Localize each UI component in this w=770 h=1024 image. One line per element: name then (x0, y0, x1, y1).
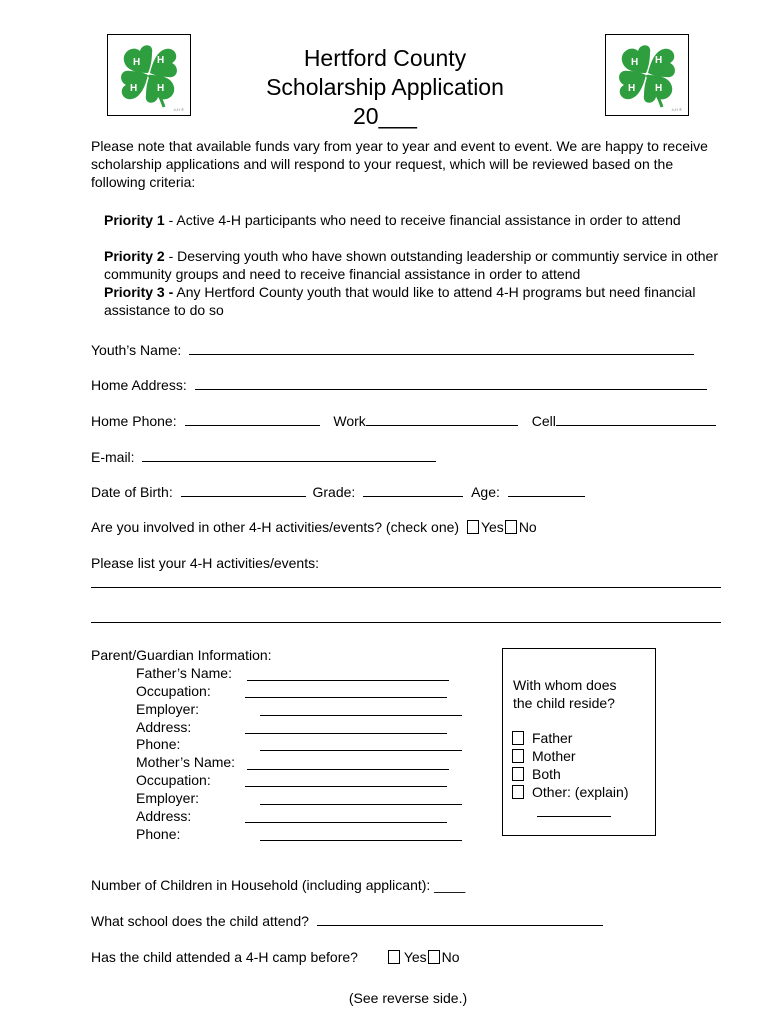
mother-occupation-field[interactable] (245, 786, 447, 787)
email-field[interactable] (142, 447, 436, 462)
school-row (91, 911, 603, 930)
mother-name-label: Mother’s Name: (136, 754, 236, 770)
reside-option-mother (512, 747, 576, 765)
age-label: Age: (471, 484, 500, 500)
mother-address-label: Address: (136, 808, 192, 824)
children-count-question: Number of Children in Household (including applicant): ____ (91, 877, 466, 893)
mother-address-field[interactable] (245, 822, 447, 823)
reside-question-line-2: the child reside? (513, 695, 615, 711)
priority-3-label: Priority 3 - (104, 284, 174, 300)
home-phone-field[interactable] (185, 411, 320, 426)
school-question: What school does the child attend? (91, 913, 309, 929)
reside-other-label: Other: (explain) (532, 784, 629, 800)
title-line-1: Hertford County (303, 45, 467, 71)
involved-row (91, 518, 537, 536)
grade-label: Grade: (312, 484, 356, 500)
dob-row (91, 482, 585, 501)
father-phone-field[interactable] (260, 750, 462, 751)
reside-explain-field[interactable] (537, 816, 611, 817)
phone-row (91, 411, 716, 430)
priority-1 (104, 211, 714, 229)
title-line-2: Scholarship Application (266, 74, 504, 100)
reside-mother-checkbox[interactable] (512, 749, 524, 763)
cell-label: Cell (531, 413, 556, 429)
father-name-field[interactable] (247, 680, 449, 681)
reside-option-both (512, 765, 561, 783)
see-reverse-note: (See reverse side.) (348, 990, 468, 1006)
mother-name-field[interactable] (247, 769, 449, 770)
title-line-3: 20___ (353, 103, 417, 129)
dob-field[interactable] (181, 482, 306, 497)
priority-1-label: Priority 1 (104, 212, 165, 228)
svg-text:H: H (157, 83, 165, 94)
involved-no-label: No (518, 519, 537, 535)
father-name-label: Father’s Name: (136, 665, 232, 681)
intro-paragraph: Please note that available funds vary from year to year and event to event. We are happy to receive scholarship applications and will respond to your request, which will be reviewed based on the following criteria: (91, 138, 708, 190)
svg-text:H: H (631, 57, 639, 68)
svg-text:H: H (655, 83, 663, 94)
home-phone-label: Home Phone: (91, 413, 177, 429)
home-address-label: Home Address: (91, 377, 187, 393)
priority-3 (104, 283, 704, 319)
camp-row (91, 948, 460, 966)
svg-text:H: H (157, 55, 165, 66)
logo-mark: 4-H ® (173, 107, 184, 112)
email-row (91, 447, 436, 466)
father-employer-field[interactable] (260, 715, 462, 716)
father-address-field[interactable] (245, 733, 447, 734)
cell-phone-field[interactable] (556, 411, 716, 426)
reside-option-father (512, 729, 572, 747)
reside-other-checkbox[interactable] (512, 785, 524, 799)
dob-label: Date of Birth: (91, 484, 173, 500)
work-label: Work (333, 413, 366, 429)
priority-2-text: - Deserving youth who have shown outstanding leadership or communtiy service in other community groups and need to receive financial assistance in order to attend (104, 248, 718, 282)
home-address-row (91, 375, 707, 394)
age-field[interactable] (508, 482, 585, 497)
school-field[interactable] (317, 911, 603, 926)
reside-father-label: Father (532, 730, 573, 746)
father-phone-label: Phone: (136, 736, 181, 752)
work-phone-field[interactable] (366, 411, 518, 426)
priority-3-text: Any Hertford County youth that would like to attend 4-H programs but need financial assistance to do so (104, 284, 696, 318)
grade-field[interactable] (363, 482, 463, 497)
mother-employer-field[interactable] (260, 804, 462, 805)
camp-question: Has the child attended a 4-H camp before? (91, 949, 358, 965)
email-label: E-mail: (91, 449, 135, 465)
mother-phone-label: Phone: (136, 826, 181, 842)
camp-yes-label: Yes (403, 949, 427, 965)
reside-both-label: Both (532, 766, 561, 782)
svg-text:H: H (130, 83, 138, 94)
reside-both-checkbox[interactable] (512, 767, 524, 781)
svg-text:H: H (655, 55, 663, 66)
involved-no-checkbox[interactable] (505, 520, 517, 534)
logo-mark: 4-H ® (671, 107, 682, 112)
svg-text:H: H (628, 83, 636, 94)
activities-line-2[interactable] (91, 622, 721, 623)
involved-question: Are you involved in other 4-H activities/events? (check one) (91, 519, 460, 535)
camp-no-label: No (441, 949, 460, 965)
home-address-field[interactable] (195, 375, 707, 390)
youth-name-field[interactable] (189, 340, 694, 355)
mother-employer-label: Employer: (136, 790, 200, 806)
mother-occupation-label: Occupation: (136, 772, 211, 788)
activities-line-1[interactable] (91, 587, 721, 588)
youth-name-row (91, 340, 694, 359)
svg-text:H: H (133, 57, 141, 68)
father-occupation-label: Occupation: (136, 683, 211, 699)
priority-2-label: Priority 2 (104, 248, 165, 264)
youth-name-label: Youth’s Name: (91, 342, 182, 358)
reside-mother-label: Mother (532, 748, 576, 764)
father-employer-label: Employer: (136, 701, 200, 717)
father-address-label: Address: (136, 719, 192, 735)
activities-label: Please list your 4-H activities/events: (91, 555, 319, 571)
mother-phone-field[interactable] (260, 840, 462, 841)
priority-2 (104, 247, 724, 283)
father-occupation-field[interactable] (245, 697, 447, 698)
involved-yes-checkbox[interactable] (467, 520, 479, 534)
camp-no-checkbox[interactable] (428, 950, 440, 964)
camp-yes-checkbox[interactable] (388, 950, 400, 964)
priority-1-text: - Active 4-H participants who need to receive financial assistance in order to attend (164, 212, 681, 228)
parent-heading: Parent/Guardian Information: (91, 647, 272, 663)
reside-option-other (512, 783, 628, 801)
reside-question-line-1: With whom does (513, 677, 617, 693)
reside-father-checkbox[interactable] (512, 731, 524, 745)
involved-yes-label: Yes (480, 519, 504, 535)
